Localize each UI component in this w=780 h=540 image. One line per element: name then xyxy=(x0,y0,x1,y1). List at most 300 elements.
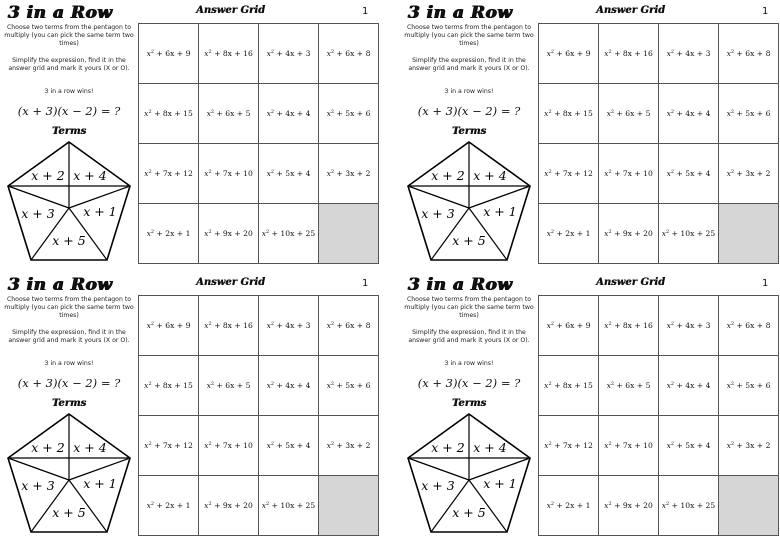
term-1[interactable]: x + 4 xyxy=(473,168,507,183)
cell-remainder: + 5x + 4 xyxy=(274,441,311,450)
cell-exponent: 2 xyxy=(270,321,275,327)
grid-cell[interactable] xyxy=(259,84,319,144)
cell-remainder: + 7x + 10 xyxy=(611,169,653,178)
grid-row xyxy=(139,204,379,264)
cell-remainder: + 6x + 9 xyxy=(154,321,191,330)
cell-variable: x xyxy=(204,501,209,510)
grid-cell[interactable] xyxy=(139,416,199,476)
cell-exponent: 2 xyxy=(550,49,555,55)
cell-variable: x xyxy=(146,501,151,510)
instruction-win: 3 in a row wins! xyxy=(444,360,494,367)
grid-cell[interactable] xyxy=(539,204,599,264)
grid-cell[interactable] xyxy=(599,476,659,536)
grid-cell[interactable] xyxy=(659,296,719,356)
cell-remainder: + 9x + 20 xyxy=(211,501,253,510)
cell-remainder: + 2x + 1 xyxy=(154,229,191,238)
grid-cell-blank[interactable] xyxy=(719,476,779,536)
grid-cell-blank[interactable] xyxy=(719,204,779,264)
terms-pentagon xyxy=(404,138,534,264)
cell-variable: x xyxy=(726,49,731,58)
example-expression: (x + 3)(x − 2) = ? xyxy=(17,376,121,390)
term-1[interactable]: x + 4 xyxy=(73,440,107,455)
grid-cell[interactable] xyxy=(259,204,319,264)
cell-variable: x xyxy=(204,229,209,238)
worksheet-top-right xyxy=(400,0,780,265)
cell-exponent: 2 xyxy=(208,501,212,507)
grid-cell[interactable] xyxy=(719,84,779,144)
cell-remainder: + 8x + 16 xyxy=(211,49,253,58)
cell-variable: x xyxy=(666,321,671,330)
term-3[interactable]: x + 1 xyxy=(83,204,117,219)
term-1[interactable]: x + 4 xyxy=(73,168,107,183)
cell-variable: x xyxy=(726,169,731,178)
term-3[interactable]: x + 1 xyxy=(483,476,517,491)
cell-exponent: 2 xyxy=(266,229,270,235)
grid-cell[interactable] xyxy=(599,144,659,204)
cell-variable: x xyxy=(726,321,731,330)
cell-exponent: 2 xyxy=(150,321,155,327)
cell-exponent: 2 xyxy=(608,49,612,55)
term-4[interactable]: x + 5 xyxy=(452,505,486,520)
instructions-panel xyxy=(0,0,138,265)
cell-exponent: 2 xyxy=(670,321,675,327)
cell-remainder: + 4x + 4 xyxy=(674,109,711,118)
cell-variable: x xyxy=(606,109,611,118)
grid-cell[interactable] xyxy=(599,416,659,476)
term-0[interactable]: x + 2 xyxy=(431,168,465,183)
cell-remainder: + 10x + 25 xyxy=(669,229,716,238)
cell-variable: x xyxy=(726,109,731,118)
cell-remainder: + 9x + 20 xyxy=(211,229,253,238)
cell-variable: x xyxy=(326,381,331,390)
term-2[interactable]: x + 3 xyxy=(21,206,55,221)
instruction-simplify: Simplify the expression, find it in the answer grid and mark it yours (X or O). xyxy=(408,57,530,72)
cell-remainder: + 3x + 2 xyxy=(734,441,771,450)
cell-remainder: + 8x + 15 xyxy=(151,109,193,118)
answer-grid-title: Answer Grid xyxy=(196,277,265,288)
cell-exponent: 2 xyxy=(666,501,670,507)
cell-remainder: + 6x + 5 xyxy=(614,109,651,118)
grid-row xyxy=(139,296,379,356)
cell-variable: x xyxy=(544,381,549,390)
grid-cell[interactable] xyxy=(139,356,199,416)
term-4[interactable]: x + 5 xyxy=(452,233,486,248)
game-title: 3 in a Row xyxy=(408,275,513,295)
grid-row xyxy=(139,416,379,476)
cell-remainder: + 7x + 10 xyxy=(211,441,253,450)
grid-cell[interactable] xyxy=(139,144,199,204)
cell-exponent: 2 xyxy=(730,109,735,115)
cell-remainder: + 4x + 4 xyxy=(274,381,311,390)
cell-remainder: + 7x + 12 xyxy=(151,169,193,178)
cell-exponent: 2 xyxy=(608,501,612,507)
cell-variable: x xyxy=(326,49,331,58)
cell-variable: x xyxy=(144,169,149,178)
cell-remainder: + 3x + 2 xyxy=(334,441,371,450)
cell-remainder: + 5x + 4 xyxy=(674,169,711,178)
answer-grid xyxy=(138,23,379,264)
term-3[interactable]: x + 1 xyxy=(483,204,517,219)
grid-row xyxy=(539,24,779,84)
cell-exponent: 2 xyxy=(208,169,212,175)
cell-variable: x xyxy=(544,109,549,118)
grid-cell[interactable] xyxy=(259,356,319,416)
grid-cell[interactable] xyxy=(139,24,199,84)
cell-remainder: + 5x + 6 xyxy=(334,109,371,118)
grid-row xyxy=(539,476,779,536)
term-2[interactable]: x + 3 xyxy=(421,478,455,493)
cell-exponent: 2 xyxy=(550,229,555,235)
term-1[interactable]: x + 4 xyxy=(473,440,507,455)
grid-cell[interactable] xyxy=(719,416,779,476)
grid-cell[interactable] xyxy=(259,24,319,84)
terms-label: Terms xyxy=(51,398,87,409)
game-title: 3 in a Row xyxy=(408,3,513,23)
grid-cell[interactable] xyxy=(659,356,719,416)
cell-variable: x xyxy=(326,169,331,178)
cell-exponent: 2 xyxy=(608,169,612,175)
cell-remainder: + 10x + 25 xyxy=(269,501,316,510)
cell-exponent: 2 xyxy=(148,169,152,175)
cell-remainder: + 5x + 6 xyxy=(734,109,771,118)
cell-exponent: 2 xyxy=(548,441,552,447)
cell-exponent: 2 xyxy=(670,381,675,387)
answer-grid xyxy=(538,295,779,536)
grid-cell[interactable] xyxy=(659,204,719,264)
answer-grid-number: 1 xyxy=(762,6,769,17)
grid-cell[interactable] xyxy=(199,356,259,416)
cell-exponent: 2 xyxy=(330,381,335,387)
cell-variable: x xyxy=(604,441,609,450)
cell-variable: x xyxy=(266,381,271,390)
term-3[interactable]: x + 1 xyxy=(83,476,117,491)
cell-exponent: 2 xyxy=(610,381,615,387)
cell-variable: x xyxy=(266,169,271,178)
cell-remainder: + 6x + 8 xyxy=(334,49,371,58)
cell-remainder: + 10x + 25 xyxy=(269,229,316,238)
grid-row xyxy=(139,84,379,144)
grid-cell[interactable] xyxy=(719,296,779,356)
cell-variable: x xyxy=(266,49,271,58)
grid-cell[interactable] xyxy=(599,356,659,416)
cell-exponent: 2 xyxy=(208,49,212,55)
terms-pentagon xyxy=(4,138,134,264)
cell-exponent: 2 xyxy=(330,441,335,447)
terms-label: Terms xyxy=(451,126,487,137)
cell-variable: x xyxy=(146,229,151,238)
grid-cell[interactable] xyxy=(319,144,379,204)
cell-exponent: 2 xyxy=(670,169,675,175)
grid-cell-blank[interactable] xyxy=(319,204,379,264)
cell-variable: x xyxy=(326,441,331,450)
cell-exponent: 2 xyxy=(608,229,612,235)
grid-row xyxy=(539,296,779,356)
grid-cell[interactable] xyxy=(659,144,719,204)
cell-variable: x xyxy=(266,109,271,118)
cell-exponent: 2 xyxy=(330,321,335,327)
grid-cell[interactable] xyxy=(539,296,599,356)
instruction-win: 3 in a row wins! xyxy=(44,360,94,367)
cell-variable: x xyxy=(604,169,609,178)
cell-exponent: 2 xyxy=(150,49,155,55)
cell-variable: x xyxy=(606,381,611,390)
grid-cell[interactable] xyxy=(719,24,779,84)
grid-cell[interactable] xyxy=(259,416,319,476)
cell-exponent: 2 xyxy=(148,441,152,447)
cell-remainder: + 6x + 8 xyxy=(734,321,771,330)
cell-exponent: 2 xyxy=(548,109,552,115)
cell-remainder: + 4x + 4 xyxy=(274,109,311,118)
cell-variable: x xyxy=(604,321,609,330)
cell-remainder: + 6x + 5 xyxy=(214,109,251,118)
grid-cell[interactable] xyxy=(719,356,779,416)
cell-variable: x xyxy=(144,441,149,450)
term-4[interactable]: x + 5 xyxy=(52,233,86,248)
instruction-choose: Choose two terms from the pentagon to multiply (you can pick the same term two times) xyxy=(4,296,134,319)
cell-remainder: + 10x + 25 xyxy=(669,501,716,510)
cell-remainder: + 6x + 5 xyxy=(214,381,251,390)
grid-cell[interactable] xyxy=(259,296,319,356)
cell-exponent: 2 xyxy=(548,381,552,387)
cell-variable: x xyxy=(666,441,671,450)
cell-exponent: 2 xyxy=(550,501,555,507)
cell-remainder: + 8x + 16 xyxy=(611,49,653,58)
cell-exponent: 2 xyxy=(150,229,155,235)
cell-variable: x xyxy=(204,441,209,450)
grid-cell[interactable] xyxy=(139,84,199,144)
grid-cell[interactable] xyxy=(539,84,599,144)
cell-remainder: + 8x + 16 xyxy=(211,321,253,330)
example-expression: (x + 3)(x − 2) = ? xyxy=(17,104,121,118)
grid-cell[interactable] xyxy=(539,144,599,204)
cell-remainder: + 6x + 8 xyxy=(334,321,371,330)
cell-variable: x xyxy=(204,49,209,58)
cell-exponent: 2 xyxy=(208,321,212,327)
grid-cell[interactable] xyxy=(659,84,719,144)
cell-exponent: 2 xyxy=(730,169,735,175)
cell-remainder: + 4x + 3 xyxy=(274,49,311,58)
grid-cell[interactable] xyxy=(319,416,379,476)
cell-variable: x xyxy=(666,169,671,178)
cell-remainder: + 7x + 10 xyxy=(211,169,253,178)
terms-pentagon xyxy=(404,410,534,536)
cell-exponent: 2 xyxy=(608,321,612,327)
grid-cell[interactable] xyxy=(659,24,719,84)
grid-cell[interactable] xyxy=(319,296,379,356)
grid-cell-blank[interactable] xyxy=(319,476,379,536)
cell-remainder: + 5x + 4 xyxy=(674,441,711,450)
instruction-choose: Choose two terms from the pentagon to multiply (you can pick the same term two times) xyxy=(4,24,134,47)
cell-remainder: + 4x + 3 xyxy=(674,49,711,58)
cell-exponent: 2 xyxy=(210,381,215,387)
cell-variable: x xyxy=(726,381,731,390)
grid-cell[interactable] xyxy=(599,204,659,264)
cell-remainder: + 6x + 8 xyxy=(734,49,771,58)
cell-remainder: + 6x + 9 xyxy=(154,49,191,58)
cell-remainder: + 6x + 5 xyxy=(614,381,651,390)
grid-cell[interactable] xyxy=(199,204,259,264)
cell-variable: x xyxy=(604,229,609,238)
cell-exponent: 2 xyxy=(670,109,675,115)
grid-row xyxy=(539,204,779,264)
cell-remainder: + 8x + 15 xyxy=(551,381,593,390)
cell-variable: x xyxy=(666,381,671,390)
grid-cell[interactable] xyxy=(599,84,659,144)
answer-grid-title: Answer Grid xyxy=(196,5,265,16)
instruction-simplify: Simplify the expression, find it in the answer grid and mark it yours (X or O). xyxy=(408,329,530,344)
grid-cell[interactable] xyxy=(659,476,719,536)
cell-remainder: + 7x + 12 xyxy=(151,441,193,450)
grid-cell[interactable] xyxy=(139,476,199,536)
cell-variable: x xyxy=(146,321,151,330)
cell-exponent: 2 xyxy=(330,169,335,175)
cell-exponent: 2 xyxy=(730,381,735,387)
answer-grid-number: 1 xyxy=(362,278,369,289)
cell-exponent: 2 xyxy=(270,109,275,115)
terms-label: Terms xyxy=(51,126,87,137)
answer-grid xyxy=(138,295,379,536)
cell-variable: x xyxy=(326,109,331,118)
cell-remainder: + 7x + 12 xyxy=(551,169,593,178)
cell-variable: x xyxy=(261,229,267,238)
cell-variable: x xyxy=(666,49,671,58)
grid-row xyxy=(139,356,379,416)
cell-exponent: 2 xyxy=(210,109,215,115)
cell-remainder: + 2x + 1 xyxy=(154,501,191,510)
cell-variable: x xyxy=(546,501,551,510)
cell-variable: x xyxy=(604,501,609,510)
example-expression: (x + 3)(x − 2) = ? xyxy=(417,376,521,390)
cell-remainder: + 5x + 6 xyxy=(334,381,371,390)
cell-exponent: 2 xyxy=(550,321,555,327)
grid-row xyxy=(139,476,379,536)
cell-variable: x xyxy=(546,321,551,330)
cell-variable: x xyxy=(261,501,267,510)
cell-remainder: + 7x + 12 xyxy=(551,441,593,450)
term-4[interactable]: x + 5 xyxy=(52,505,86,520)
cell-remainder: + 5x + 4 xyxy=(274,169,311,178)
grid-row xyxy=(539,84,779,144)
grid-cell[interactable] xyxy=(259,144,319,204)
term-0[interactable]: x + 2 xyxy=(31,168,65,183)
instruction-simplify: Simplify the expression, find it in the answer grid and mark it yours (X or O). xyxy=(8,329,130,344)
answer-grid xyxy=(538,23,779,264)
cell-remainder: + 3x + 2 xyxy=(734,169,771,178)
grid-cell[interactable] xyxy=(139,204,199,264)
term-2[interactable]: x + 3 xyxy=(421,206,455,221)
cell-variable: x xyxy=(661,229,667,238)
worksheet-bottom-left xyxy=(0,272,380,537)
grid-cell[interactable] xyxy=(539,356,599,416)
cell-remainder: + 6x + 9 xyxy=(554,49,591,58)
cell-exponent: 2 xyxy=(730,321,735,327)
grid-cell[interactable] xyxy=(259,476,319,536)
cell-exponent: 2 xyxy=(670,49,675,55)
grid-cell[interactable] xyxy=(599,24,659,84)
answer-grid-title: Answer Grid xyxy=(596,277,665,288)
term-0[interactable]: x + 2 xyxy=(431,440,465,455)
grid-cell[interactable] xyxy=(599,296,659,356)
answer-grid-number: 1 xyxy=(362,6,369,17)
cell-exponent: 2 xyxy=(610,109,615,115)
grid-cell[interactable] xyxy=(199,24,259,84)
cell-remainder: + 2x + 1 xyxy=(554,229,591,238)
cell-remainder: + 4x + 3 xyxy=(674,321,711,330)
cell-remainder: + 8x + 16 xyxy=(611,321,653,330)
grid-cell[interactable] xyxy=(539,416,599,476)
cell-remainder: + 7x + 10 xyxy=(611,441,653,450)
grid-cell[interactable] xyxy=(199,296,259,356)
cell-variable: x xyxy=(266,441,271,450)
cell-variable: x xyxy=(204,321,209,330)
cell-remainder: + 9x + 20 xyxy=(611,229,653,238)
cell-exponent: 2 xyxy=(330,49,335,55)
answer-grid-title: Answer Grid xyxy=(596,5,665,16)
cell-variable: x xyxy=(544,169,549,178)
grid-row xyxy=(139,24,379,84)
cell-exponent: 2 xyxy=(208,441,212,447)
cell-exponent: 2 xyxy=(148,381,152,387)
cell-exponent: 2 xyxy=(208,229,212,235)
cell-exponent: 2 xyxy=(150,501,155,507)
cell-remainder: + 4x + 4 xyxy=(674,381,711,390)
instruction-win: 3 in a row wins! xyxy=(44,88,94,95)
answer-grid-number: 1 xyxy=(762,278,769,289)
cell-variable: x xyxy=(144,109,149,118)
cell-remainder: + 3x + 2 xyxy=(334,169,371,178)
grid-cell[interactable] xyxy=(539,476,599,536)
instruction-choose: Choose two terms from the pentagon to multiply (you can pick the same term two times) xyxy=(404,24,534,47)
grid-cell[interactable] xyxy=(199,84,259,144)
grid-cell[interactable] xyxy=(319,356,379,416)
terms-label: Terms xyxy=(451,398,487,409)
cell-remainder: + 8x + 15 xyxy=(151,381,193,390)
grid-cell[interactable] xyxy=(719,144,779,204)
grid-cell[interactable] xyxy=(319,84,379,144)
grid-cell[interactable] xyxy=(539,24,599,84)
cell-variable: x xyxy=(666,109,671,118)
grid-cell[interactable] xyxy=(319,24,379,84)
instructions-panel xyxy=(0,272,138,537)
grid-row xyxy=(539,144,779,204)
instructions-panel xyxy=(400,272,538,537)
cell-exponent: 2 xyxy=(730,441,735,447)
cell-remainder: + 5x + 6 xyxy=(734,381,771,390)
term-2[interactable]: x + 3 xyxy=(21,478,55,493)
grid-row xyxy=(139,144,379,204)
cell-exponent: 2 xyxy=(270,49,275,55)
grid-cell[interactable] xyxy=(199,476,259,536)
grid-cell[interactable] xyxy=(199,416,259,476)
grid-cell[interactable] xyxy=(139,296,199,356)
cell-variable: x xyxy=(546,229,551,238)
instruction-win: 3 in a row wins! xyxy=(444,88,494,95)
cell-remainder: + 2x + 1 xyxy=(554,501,591,510)
grid-cell[interactable] xyxy=(659,416,719,476)
grid-cell[interactable] xyxy=(199,144,259,204)
cell-variable: x xyxy=(546,49,551,58)
grid-row xyxy=(539,416,779,476)
game-title: 3 in a Row xyxy=(8,275,113,295)
cell-variable: x xyxy=(144,381,149,390)
cell-variable: x xyxy=(544,441,549,450)
cell-variable: x xyxy=(206,381,211,390)
cell-exponent: 2 xyxy=(730,49,735,55)
grid-row xyxy=(539,356,779,416)
instructions-panel xyxy=(400,0,538,265)
cell-exponent: 2 xyxy=(330,109,335,115)
term-0[interactable]: x + 2 xyxy=(31,440,65,455)
